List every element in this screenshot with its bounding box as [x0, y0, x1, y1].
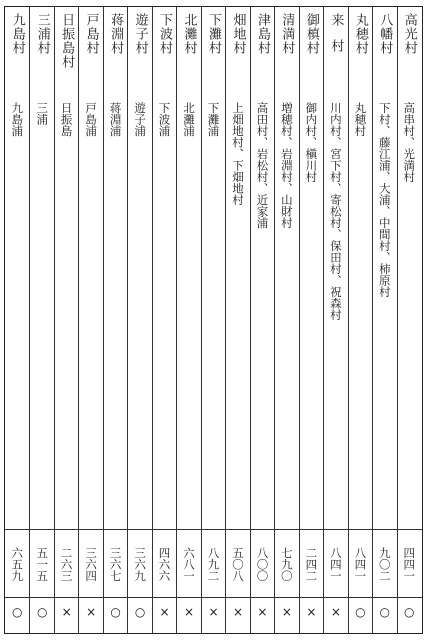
number-value: 四六六	[157, 547, 172, 582]
status-mark: ○	[379, 605, 391, 619]
village-name: 津島村	[254, 13, 270, 55]
village-column	[274, 7, 298, 633]
village-column	[372, 7, 396, 633]
number-value: 九〇二	[377, 547, 392, 582]
constituent-places: 下村、藤江浦、大浦、中間村、柿原村	[377, 102, 392, 298]
constituent-places: 下灘浦	[206, 102, 221, 137]
number-value: 五〇八	[230, 547, 245, 582]
village-name: 下波村	[157, 13, 173, 55]
village-name: 下灘村	[205, 13, 221, 55]
number-value: 二六三	[59, 547, 74, 582]
status-mark: ×	[61, 605, 72, 619]
number-value: 八四一	[328, 547, 343, 582]
village-name: 遊子村	[132, 13, 148, 55]
village-column	[176, 7, 200, 633]
number-value: 八〇〇	[255, 547, 270, 582]
number-value: 三六四	[84, 547, 99, 582]
village-name: 清満村	[279, 13, 295, 55]
number-value: 二四二	[304, 547, 319, 582]
village-column	[103, 7, 127, 633]
number-value: 七九〇	[279, 547, 294, 582]
status-mark: ○	[110, 605, 121, 619]
constituent-places: 三浦	[35, 102, 50, 125]
village-name: 日振島村	[59, 13, 75, 69]
status-mark: ×	[232, 605, 243, 619]
status-mark: ○	[36, 605, 48, 619]
village-name: 九島村	[9, 13, 25, 55]
status-mark: ×	[281, 605, 292, 619]
status-mark: ×	[306, 605, 317, 619]
status-mark: ×	[257, 605, 268, 619]
village-name: 畑地村	[230, 13, 246, 55]
status-mark: ○	[355, 605, 366, 619]
village-name: 三浦村	[34, 13, 50, 55]
constituent-places: 川内村、宮下村、寄松村、保田村、祝森村	[328, 102, 343, 321]
number-value: 三六七	[108, 547, 123, 582]
constituent-places: 丸穂村	[353, 102, 368, 137]
status-mark: ○	[134, 605, 146, 619]
village-name: 八幡村	[377, 13, 393, 55]
village-column	[323, 7, 347, 633]
village-column	[397, 7, 421, 633]
status-mark: ×	[208, 605, 219, 619]
status-mark: ×	[183, 605, 195, 619]
village-table	[4, 6, 423, 634]
village-column	[78, 7, 102, 633]
village-name: 北灘村	[181, 13, 197, 55]
number-value: 五一五	[35, 547, 50, 582]
village-name: 御槙村	[303, 13, 319, 55]
status-mark: ×	[159, 605, 170, 619]
village-column	[225, 7, 249, 633]
number-value: 六五九	[10, 547, 25, 582]
village-column	[5, 7, 29, 633]
constituent-places: 蒋淵浦	[108, 102, 123, 137]
constituent-places: 上畑地村、下畑地村	[230, 102, 245, 206]
number-value: 八四一	[353, 547, 368, 582]
number-value: 八九二	[206, 547, 221, 582]
village-name: 蒋淵村	[108, 13, 124, 55]
constituent-places: 高田村、岩松村、近家浦	[255, 102, 270, 229]
village-column	[201, 7, 225, 633]
village-column	[29, 7, 53, 633]
number-value: 六八一	[182, 547, 197, 582]
status-mark: ○	[404, 605, 415, 619]
village-name: 来村	[328, 13, 344, 65]
village-column	[127, 7, 151, 633]
constituent-places: 九島浦	[10, 102, 25, 137]
village-name: 高光村	[401, 13, 417, 55]
constituent-places: 日振島	[59, 102, 74, 137]
status-mark: ×	[86, 605, 97, 619]
village-column	[299, 7, 323, 633]
number-value: 三六九	[133, 547, 148, 582]
village-column	[348, 7, 372, 633]
constituent-places: 御内村、槇川村	[304, 102, 319, 183]
village-column	[152, 7, 176, 633]
status-mark: ○	[11, 605, 23, 619]
constituent-places: 北灘浦	[182, 102, 197, 137]
number-value: 四四一	[402, 547, 417, 582]
status-mark: ×	[330, 605, 341, 619]
village-name: 丸穂村	[352, 13, 368, 55]
village-column	[250, 7, 274, 633]
constituent-places: 下波浦	[157, 102, 172, 137]
constituent-places: 遊子浦	[133, 102, 148, 137]
village-name: 戸島村	[83, 13, 99, 55]
constituent-places: 増穂村、岩淵村、山財村	[279, 102, 294, 229]
village-column	[54, 7, 78, 633]
constituent-places: 高串村、光満村	[402, 102, 417, 183]
constituent-places: 戸島浦	[84, 102, 99, 137]
